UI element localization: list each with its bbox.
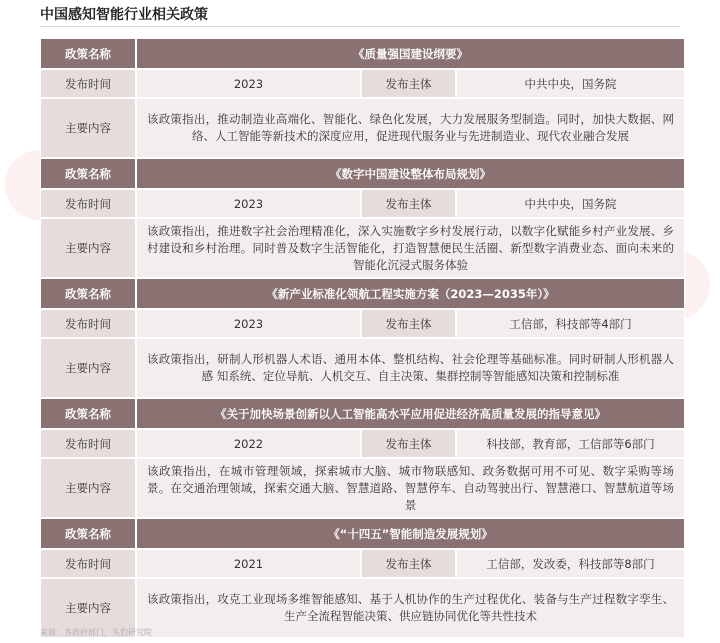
issuer-value: 中共中央，国务院: [456, 189, 685, 218]
policy-time-row: [40, 429, 685, 458]
policy-content-row: [40, 458, 685, 518]
policy-name-label: 政策名称: [40, 158, 136, 189]
policy-name-row: [40, 158, 685, 189]
main-content-label: 主要内容: [40, 578, 136, 638]
policy-name-label: 政策名称: [40, 518, 136, 549]
policy-name-value: 《关于加快场景创新以人工智能高水平应用促进经济高质量发展的指导意见》: [136, 398, 685, 429]
policy-time-row: [40, 309, 685, 338]
main-content-value: 该政策指出，在城市管理领域，探索城市大脑、城市物联感知、政务数据可用不可见、数字采购等场景。在交通治理领域，探索交通大脑、智慧道路、智慧停车、自动驾驶出行、智慧港口、智慧航道等场景: [136, 458, 685, 518]
issuer-value: 工信部，科技部等4部门: [456, 309, 685, 338]
policy-time-row: [40, 549, 685, 578]
policy-content-row: [40, 98, 685, 158]
release-time-label: 发布时间: [40, 69, 136, 98]
main-content-label: 主要内容: [40, 458, 136, 518]
issuer-value: 中共中央，国务院: [456, 69, 685, 98]
issuer-label: 发布主体: [361, 549, 456, 578]
release-time-value: 2023: [136, 69, 361, 98]
policy-name-label: 政策名称: [40, 38, 136, 69]
main-content-value: 该政策指出，推进数字社会治理精准化，深入实施数字乡村发展行动，以数字化赋能乡村产业发展、乡村建设和乡村治理。同时普及数字生活智能化，打造智慧便民生活圈、新型数字消费业态、面向未来的智能化沉浸式服务体验: [136, 218, 685, 278]
policy-time-row: [40, 189, 685, 218]
title-divider: [40, 26, 680, 27]
main-content-label: 主要内容: [40, 338, 136, 398]
policy-table: [40, 38, 685, 638]
issuer-label: 发布主体: [361, 309, 456, 338]
release-time-value: 2023: [136, 309, 361, 338]
main-content-label: 主要内容: [40, 218, 136, 278]
release-time-value: 2023: [136, 189, 361, 218]
main-content-value: 该政策指出，推动制造业高端化、智能化、绿色化发展，大力发展服务型制造。同时，加快大数据、网络、人工智能等新技术的深度应用，促进现代服务业与先进制造业、现代农业融合发展: [136, 98, 685, 158]
issuer-label: 发布主体: [361, 189, 456, 218]
policy-name-value: 《数字中国建设整体布局规划》: [136, 158, 685, 189]
release-time-label: 发布时间: [40, 549, 136, 578]
issuer-label: 发布主体: [361, 429, 456, 458]
policy-content-row: [40, 218, 685, 278]
source-note: 来源：各政府部门，头豹研究院: [40, 628, 152, 637]
release-time-value: 2021: [136, 549, 361, 578]
release-time-label: 发布时间: [40, 309, 136, 338]
policy-name-row: [40, 518, 685, 549]
policy-name-value: 《“十四五”智能制造发展规划》: [136, 518, 685, 549]
policy-name-row: [40, 278, 685, 309]
policy-time-row: [40, 69, 685, 98]
policy-name-label: 政策名称: [40, 278, 136, 309]
issuer-value: 科技部，教育部，工信部等6部门: [456, 429, 685, 458]
main-content-value: 该政策指出，攻克工业现场多维智能感知、基于人机协作的生产过程优化、装备与生产过程数字孪生、生产全流程智能决策、供应链协同优化等共性技术: [136, 578, 685, 638]
policy-content-row: [40, 338, 685, 398]
main-content-value: 该政策指出，研制人形机器人术语、通用本体、整机结构、社会伦理等基础标准。同时研制人形机器人感 知系统、定位导航、人机交互、自主决策、集群控制等智能感知决策和控制标准: [136, 338, 685, 398]
page-title: 中国感知智能行业相关政策: [40, 7, 208, 23]
main-content-label: 主要内容: [40, 98, 136, 158]
policy-name-label: 政策名称: [40, 398, 136, 429]
release-time-label: 发布时间: [40, 429, 136, 458]
policy-name-row: [40, 398, 685, 429]
policy-name-value: 《质量强国建设纲要》: [136, 38, 685, 69]
issuer-label: 发布主体: [361, 69, 456, 98]
release-time-value: 2022: [136, 429, 361, 458]
policy-name-row: [40, 38, 685, 69]
policy-name-value: 《新产业标准化领航工程实施方案（2023—2035年）》: [136, 278, 685, 309]
issuer-value: 工信部，发改委，科技部等8部门: [456, 549, 685, 578]
release-time-label: 发布时间: [40, 189, 136, 218]
